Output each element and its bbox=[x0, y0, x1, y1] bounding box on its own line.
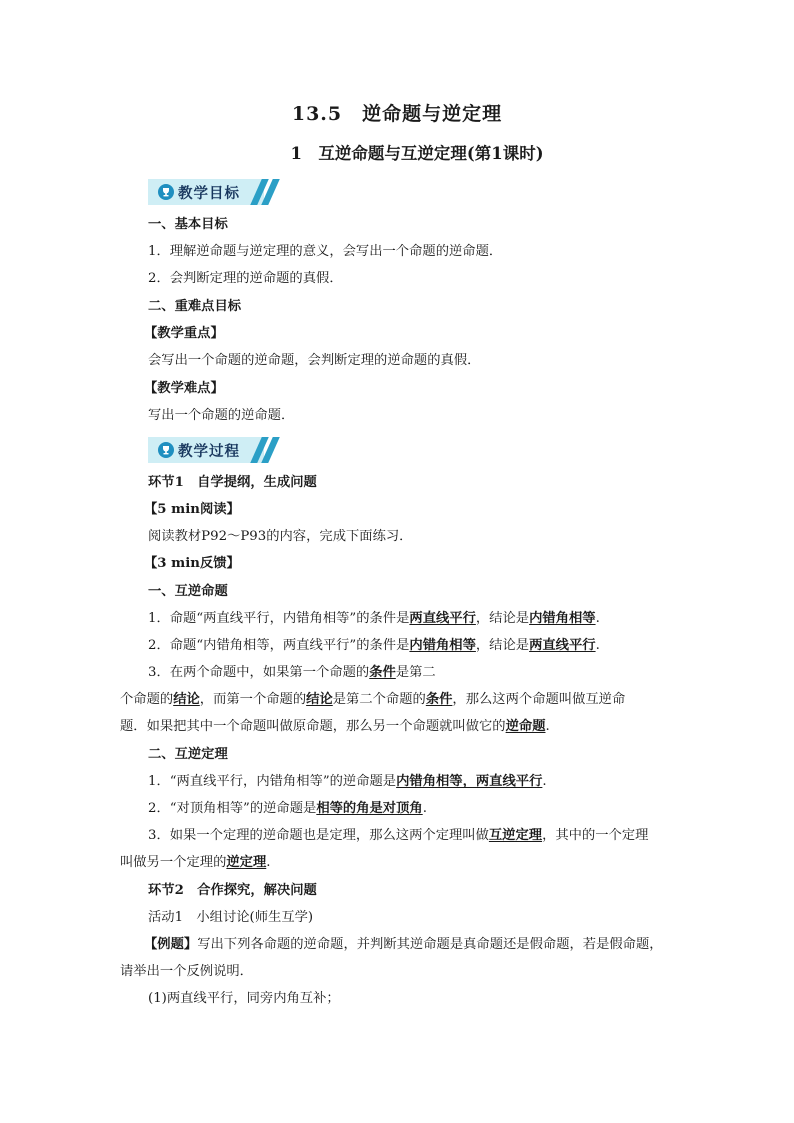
answer-blank: 结论 bbox=[306, 692, 333, 707]
section-inverse-theorems: 二、互逆定理 bbox=[148, 747, 228, 762]
key-goals-heading: 二、重难点目标 bbox=[148, 299, 242, 314]
answer-blank: 逆命题 bbox=[505, 719, 546, 734]
example-label: 【例题】 bbox=[144, 937, 198, 952]
theorem-question-1: 1．“两直线平行，内错角相等”的逆命题是内错角相等，两直线平行. bbox=[148, 774, 547, 789]
difficulty-text: 写出一个命题的逆命题． bbox=[148, 408, 295, 423]
goals-banner-label: 教学目标 bbox=[178, 186, 240, 202]
read-label: 【5 min阅读】 bbox=[144, 502, 240, 517]
answer-blank: 逆定理 bbox=[226, 855, 267, 870]
example-item-1: (1)两直线平行，同旁内角互补； bbox=[148, 991, 340, 1006]
trophy-icon bbox=[158, 184, 174, 200]
answer-blank: 内错角相等 bbox=[409, 638, 476, 653]
step2-heading: 环节2 合作探究，解决问题 bbox=[148, 883, 317, 898]
focus-text: 会写出一个命题的逆命题，会判断定理的逆命题的真假． bbox=[148, 353, 481, 368]
basic-goal-2: 2．会判断定理的逆命题的真假． bbox=[148, 271, 343, 286]
question-3-line-3: 题．如果把其中一个命题叫做原命题，那么另一个命题就叫做它的逆命题. bbox=[120, 719, 550, 734]
question-1: 1．命题“两直线平行，内错角相等”的条件是两直线平行，结论是内错角相等. bbox=[148, 611, 600, 626]
goals-banner bbox=[148, 179, 274, 205]
read-text: 阅读教材P92～P93的内容，完成下面练习． bbox=[148, 529, 413, 544]
answer-blank: 两直线平行 bbox=[409, 611, 476, 626]
question-3-line-1: 3．在两个命题中，如果第一个命题的条件是第二 bbox=[148, 665, 436, 680]
focus-label: 【教学重点】 bbox=[144, 326, 224, 341]
basic-goal-1: 1．理解逆命题与逆定理的意义，会写出一个命题的逆命题． bbox=[148, 244, 503, 259]
answer-blank: 两直线平行 bbox=[529, 638, 596, 653]
answer-blank: 内错角相等 bbox=[529, 611, 596, 626]
process-banner-label: 教学过程 bbox=[178, 444, 240, 460]
example-line-2: 请举出一个反例说明． bbox=[120, 964, 253, 979]
process-banner bbox=[148, 437, 274, 463]
theorem-question-3-line-2: 叫做另一个定理的逆定理. bbox=[120, 855, 271, 870]
theorem-question-3-line-1: 3．如果一个定理的逆命题也是定理，那么这两个定理叫做互逆定理，其中的一个定理 bbox=[148, 828, 649, 843]
answer-blank: 结论 bbox=[173, 692, 200, 707]
lesson-subtitle: 1 互逆命题与互逆定理(第1课时) bbox=[290, 144, 544, 163]
answer-blank: 条件 bbox=[425, 692, 453, 707]
section-inverse-propositions: 一、互逆命题 bbox=[148, 584, 228, 599]
question-2: 2．命题“内错角相等，两直线平行”的条件是内错角相等，结论是两直线平行. bbox=[148, 638, 600, 653]
basic-goals-heading: 一、基本目标 bbox=[148, 217, 228, 232]
answer-blank: 互逆定理 bbox=[488, 828, 543, 843]
activity-1-heading: 活动1 小组讨论(师生互学) bbox=[148, 910, 314, 925]
trophy-icon bbox=[158, 442, 174, 458]
feedback-label: 【3 min反馈】 bbox=[144, 556, 240, 571]
theorem-question-2: 2．“对顶角相等”的逆命题是相等的角是对顶角. bbox=[148, 801, 427, 816]
example-line-1: 【例题】写出下列各命题的逆命题，并判断其逆命题是真命题还是假命题，若是假命题， bbox=[144, 937, 663, 952]
answer-blank: 条件 bbox=[369, 665, 396, 680]
step1-heading: 环节1 自学提纲，生成问题 bbox=[148, 475, 317, 490]
question-3-line-2: 个命题的结论，而第一个命题的结论是第二个命题的条件，那么这两个命题叫做互逆命 bbox=[120, 692, 626, 707]
answer-blank: 相等的角是对顶角 bbox=[316, 801, 423, 816]
answer-blank: 内错角相等，两直线平行 bbox=[396, 774, 543, 789]
lesson-title: 13.5 逆命题与逆定理 bbox=[291, 103, 503, 125]
difficulty-label: 【教学难点】 bbox=[144, 381, 224, 396]
